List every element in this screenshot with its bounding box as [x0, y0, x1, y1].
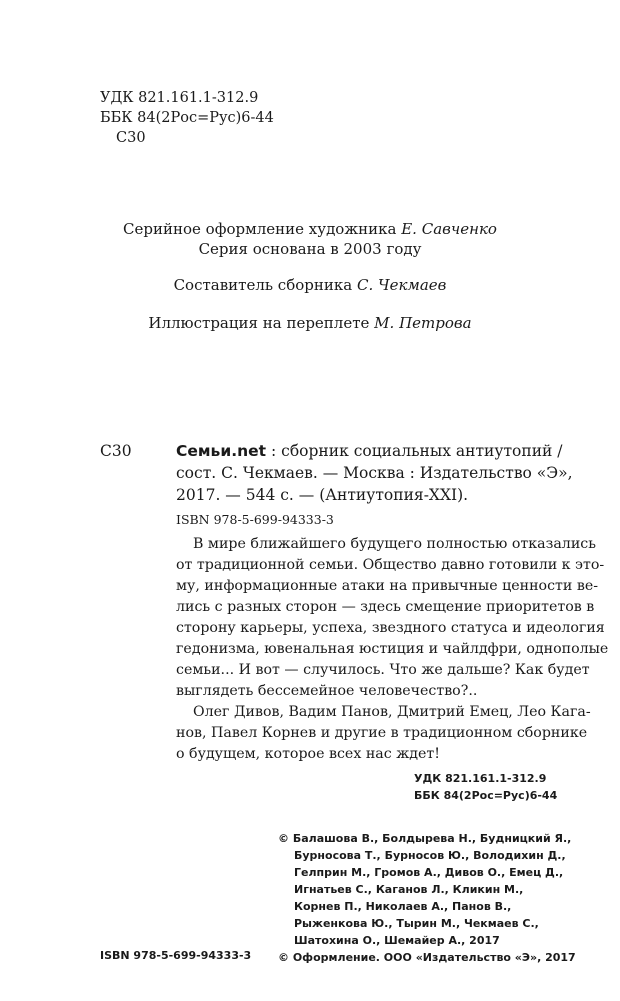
- annotation-line: гедонизма, ювенальная юстиция и чайлдфри, однополые: [176, 641, 609, 657]
- series-founded: Серия основана в 2003 году: [198, 240, 422, 258]
- annotation-line: нов, Павел Корнев и другие в традиционном сборнике: [176, 725, 588, 741]
- bib-isbn: ISBN 978-5-699-94333-3: [176, 512, 334, 527]
- annotation-line: му, информационные атаки на привычные ценности ве-: [176, 578, 599, 594]
- bbk-code-top: ББК 84(2Рос=Рус)6-44: [100, 110, 274, 126]
- annotation-line: лись с разных сторон — здесь смещение приоритетов в: [176, 599, 595, 615]
- annotation-line: Олег Дивов, Вадим Панов, Дмитрий Емец, Лео Кага-: [193, 704, 591, 720]
- udk-code-top: УДК 821.161.1-312.9: [100, 90, 259, 106]
- annotation-line: В мире ближайшего будущего полностью отказались: [193, 536, 596, 552]
- bib-line-1-rest: : сборник социальных антиутопий /: [266, 442, 563, 460]
- copyright-line: © Балашова В., Болдырева Н., Будницкий Я.,: [278, 832, 572, 845]
- bib-line-3: 2017. — 544 с. — (Антиутопия-XXI).: [176, 486, 469, 504]
- copyright-line: Рыженкова Ю., Тырин М., Чекмаев С.,: [294, 917, 539, 930]
- author-mark-top: С30: [116, 130, 146, 146]
- bib-line-1: [176, 442, 563, 460]
- annotation-line: о будущем, которое всех нас ждет!: [176, 746, 440, 762]
- series-design-name: Е. Савченко: [401, 220, 497, 238]
- compiler-label: Составитель сборника: [173, 276, 353, 294]
- cover-credit: [0, 314, 620, 332]
- copyright-line: Бурносова Т., Бурносов Ю., Володихин Д.,: [294, 849, 566, 862]
- annotation-line: от традиционной семьи. Общество давно готовили к это-: [176, 557, 605, 573]
- book-title: Семьи.net: [176, 442, 267, 460]
- annotation-line: семьи... И вот — случилось. Что же дальше? Как будет: [176, 662, 590, 678]
- copyright-design-line: © Оформление. ООО «Издательство «Э», 2017: [278, 951, 576, 964]
- series-design-label: Серийное оформление художника: [123, 220, 397, 238]
- compiler-name: С. Чекмаев: [356, 276, 447, 294]
- copyright-line: Гелприн М., Громов А., Дивов О., Емец Д.,: [294, 866, 564, 879]
- copyright-line: Шатохина О., Шемайер А., 2017: [294, 934, 500, 947]
- bib-line-2: сост. С. Чекмаев. — Москва : Издательство «Э»,: [176, 464, 573, 482]
- bib-author-mark: С30: [100, 442, 132, 460]
- cover-label: Иллюстрация на переплете: [148, 314, 370, 332]
- series-design-credit: [0, 220, 620, 238]
- annotation-line: сторону карьеры, успеха, звездного статуса и идеология: [176, 620, 605, 636]
- compiler-credit: [0, 276, 620, 294]
- udk-code-bottom: УДК 821.161.1-312.9: [414, 772, 547, 785]
- copyright-line: Корнев П., Николаев А., Панов В.,: [294, 900, 512, 913]
- cover-name: М. Петрова: [374, 314, 472, 332]
- bbk-code-bottom: ББК 84(2Рос=Рус)6-44: [414, 789, 558, 802]
- isbn-bottom: ISBN 978-5-699-94333-3: [100, 949, 252, 962]
- annotation-line: выглядеть бессемейное человечество?..: [176, 683, 478, 699]
- copyright-line: Игнатьев С., Каганов Л., Кликин М.,: [294, 883, 524, 896]
